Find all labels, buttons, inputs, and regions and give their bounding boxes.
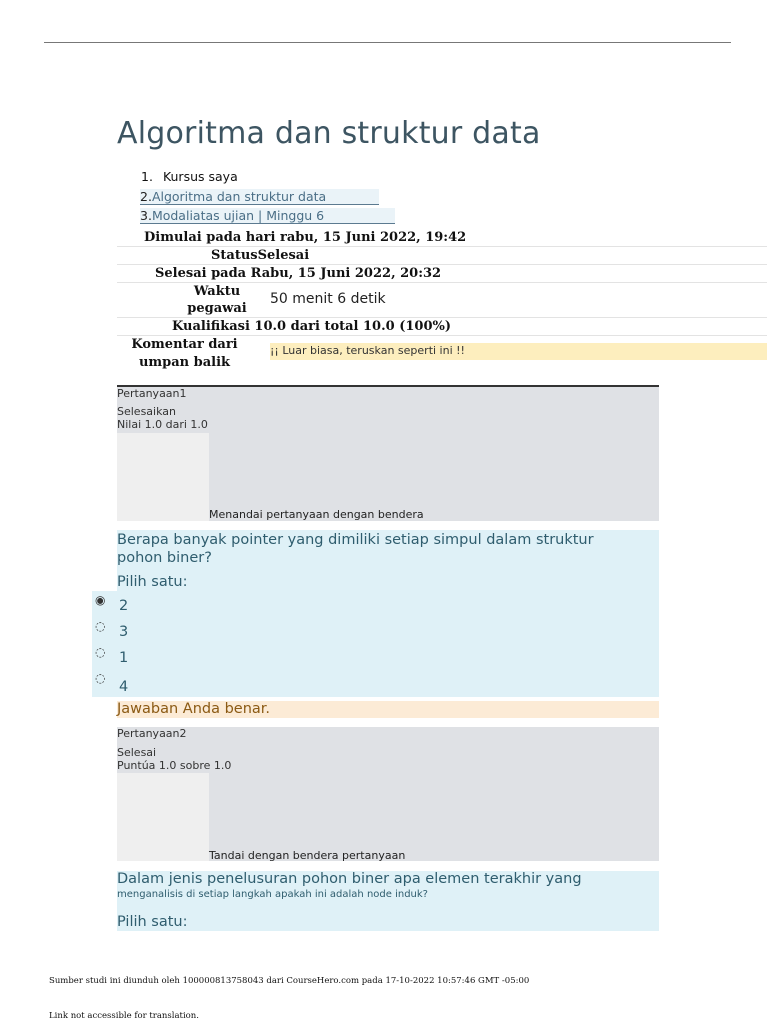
summary-row-feedback: [117, 335, 767, 375]
question-subtext: menganalisis di setiap langkah apakah ini adalah node induk?: [117, 889, 428, 900]
summary-row-completed: [117, 264, 767, 283]
answer-feedback: Jawaban Anda benar.: [117, 701, 659, 718]
question-number: Pertanyaan1: [117, 387, 187, 400]
breadcrumb-item-1[interactable]: [141, 169, 238, 184]
option-label: 3: [119, 624, 129, 640]
choose-one-prompt: Pilih satu:: [117, 914, 188, 930]
breadcrumb-number: 3.: [140, 208, 152, 223]
question-mark: Nilai 1.0 dari 1.0: [117, 418, 208, 431]
breadcrumb-label: Modaliatas ujian | Minggu 6: [151, 208, 325, 223]
option-label: 2: [119, 598, 129, 614]
time-value: 50 menit 6 detik: [270, 291, 386, 307]
breadcrumb-number: 2.: [140, 189, 152, 204]
top-divider: [44, 42, 731, 43]
question-2-content: [117, 871, 659, 931]
summary-row-grade: [117, 317, 767, 336]
breadcrumb-item-3[interactable]: [140, 208, 395, 224]
radio-empty-icon[interactable]: ◌: [95, 645, 106, 659]
status-text: StatusSelesai: [211, 248, 310, 263]
question-number: Pertanyaan2: [117, 727, 187, 740]
question-text: Dalam jenis penelusuran pohon biner apa elemen terakhir yang: [117, 871, 582, 887]
question-1-content: [117, 530, 659, 697]
question-mark: Puntúa 1.0 sobre 1.0: [117, 759, 232, 772]
summary-row-time: [117, 282, 767, 318]
info-left-panel: [117, 433, 209, 521]
radio-empty-icon[interactable]: ◌: [95, 619, 106, 633]
question-2-info: [117, 727, 659, 861]
choose-one-prompt: Pilih satu:: [117, 574, 188, 590]
breadcrumb-number: 1.: [141, 169, 153, 184]
radio-empty-icon[interactable]: ◌: [95, 671, 106, 685]
breadcrumb-label: Algoritma dan struktur data: [151, 189, 327, 204]
feedback-text: ¡¡ Luar biasa, teruskan seperti ini !!: [270, 343, 767, 360]
completed-text: Selesai pada Rabu, 15 Juni 2022, 20:32: [155, 266, 442, 281]
time-label: Waktu pegawai: [187, 284, 247, 316]
started-text: Dimulai pada hari rabu, 15 Juni 2022, 19:42: [144, 230, 467, 245]
question-state: Selesai: [117, 746, 157, 759]
summary-row-started: [117, 228, 767, 247]
page-title: Algoritma dan struktur data: [117, 116, 541, 151]
question-1-info: [117, 387, 659, 521]
breadcrumb-item-2[interactable]: [140, 189, 379, 205]
breadcrumb-label: Kursus saya: [162, 169, 238, 184]
summary-row-status: [117, 246, 767, 265]
grade-text: Kualifikasi 10.0 dari total 10.0 (100%): [172, 319, 451, 334]
option-label: 4: [119, 679, 129, 695]
question-text: Berapa banyak pointer yang dimiliki setiap simpul dalam struktur pohon biner?: [117, 532, 594, 566]
source-footer: Sumber studi ini diunduh oleh 100000813758043 dari CourseHero.com pada 17-10-2022 10:57:46 GMT -05:00: [49, 976, 530, 986]
translation-note: Link not accessible for translation.: [49, 1011, 199, 1021]
question-state: Selesaikan: [117, 405, 176, 418]
info-left-panel: [117, 773, 209, 861]
radio-selected-icon[interactable]: ◉: [95, 593, 106, 607]
option-label: 1: [119, 650, 129, 666]
feedback-label: Komentar dari umpan balik: [131, 337, 238, 370]
flag-question-link[interactable]: Menandai pertanyaan dengan bendera: [209, 508, 424, 521]
flag-question-link[interactable]: Tandai dengan bendera pertanyaan: [209, 849, 406, 862]
